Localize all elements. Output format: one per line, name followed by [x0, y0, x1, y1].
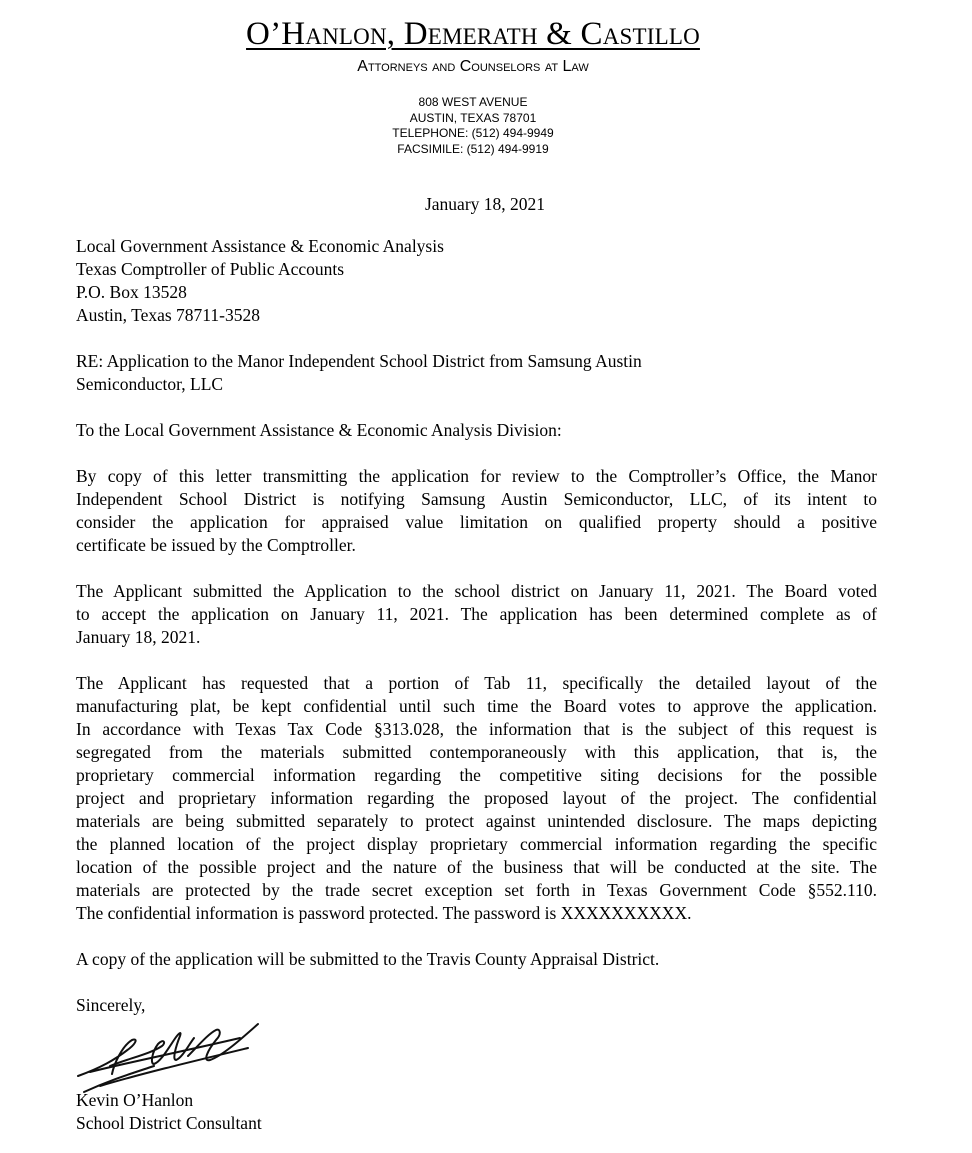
address-city: AUSTIN, TEXAS 78701 [409, 110, 537, 125]
paragraph-3 [76, 672, 877, 925]
paragraph-line: The Applicant submitted the Application to the school district on January 11, 2021. The Board voted [76, 581, 877, 601]
paragraph-line: January 18, 2021. [76, 627, 201, 647]
paragraph-line: materials are being submitted separately to protect against unintended disclosure. The maps depicting [76, 811, 877, 831]
paragraph-line: The confidential information is password protected. The password is XXXXXXXXXX. [76, 903, 692, 923]
recipient-line: Local Government Assistance & Economic Analysis [76, 236, 444, 256]
recipient-line: P.O. Box 13528 [76, 282, 187, 302]
signer-name: Kevin O’Hanlon [76, 1090, 194, 1110]
recipient-address [76, 235, 877, 327]
paragraph-line: consider the application for appraised value limitation on qualified property should a positive [76, 512, 877, 532]
paragraph-line: proprietary commercial information regarding the competitive siting decisions for the possible [76, 765, 877, 785]
subject-line-2: Semiconductor, LLC [76, 374, 224, 394]
paragraph-line: certificate be issued by the Comptroller. [76, 535, 356, 555]
recipient-line: Austin, Texas 78711-3528 [76, 305, 260, 325]
paragraph-4 [76, 948, 877, 971]
address-street: 808 WEST AVENUE [418, 95, 528, 109]
paragraph-line: location of the possible project and the nature of the business that will be conducted at the site. The [76, 857, 877, 877]
telephone: TELEPHONE: (512) 494-9949 [392, 126, 554, 140]
paragraph-line: the planned location of the project display proprietary commercial information regarding the specific [76, 834, 877, 854]
subject-line-1: RE: Application to the Manor Independent School District from Samsung Austin [76, 351, 642, 371]
firm-name: O’Hanlon, Demerath & Castillo [246, 16, 700, 52]
paragraph-line: segregated from the materials submitted contemporaneously with this application, that is, the [76, 742, 877, 762]
paragraph-line: A copy of the application will be submitted to the Travis County Appraisal District. [76, 949, 660, 969]
paragraph-line: project and proprietary information regarding the proposed layout of the project. The confidential [76, 788, 877, 808]
letter-date: January 18, 2021 [424, 194, 546, 214]
paragraph-line: to accept the application on January 11, 2021. The application has been determined complete as of [76, 604, 877, 624]
paragraph-line: By copy of this letter transmitting the application for review to the Comptroller’s Office, the Manor [76, 466, 877, 486]
closing-text: Sincerely, [76, 995, 146, 1015]
handwritten-signature [70, 1016, 270, 1094]
paragraph-1 [76, 465, 877, 557]
facsimile: FACSIMILE: (512) 494-9919 [397, 141, 549, 156]
signer-title: School District Consultant [76, 1113, 262, 1133]
signer-block [76, 1089, 877, 1135]
paragraph-2 [76, 580, 877, 649]
closing [76, 994, 877, 1017]
paragraph-line: The Applicant has requested that a portion of Tab 11, specifically the detailed layout of the [76, 673, 877, 693]
recipient-line: Texas Comptroller of Public Accounts [76, 259, 345, 279]
firm-tagline: Attorneys and Counselors at Law [357, 58, 589, 75]
subject-line [76, 350, 877, 396]
paragraph-line: manufacturing plat, be kept confidential until such time the Board votes to approve the application. [76, 696, 877, 716]
firm-address [0, 95, 946, 157]
paragraph-line: Independent School District is notifying Samsung Austin Semiconductor, LLC, of its intent to [76, 489, 877, 509]
paragraph-line: In accordance with Texas Tax Code §313.028, the information that is the subject of this request is [76, 719, 877, 739]
salutation [76, 419, 877, 442]
salutation-text: To the Local Government Assistance & Economic Analysis Division: [76, 420, 562, 440]
paragraph-line: materials are protected by the trade secret exception set forth in Texas Government Code §552.110. [76, 880, 877, 900]
